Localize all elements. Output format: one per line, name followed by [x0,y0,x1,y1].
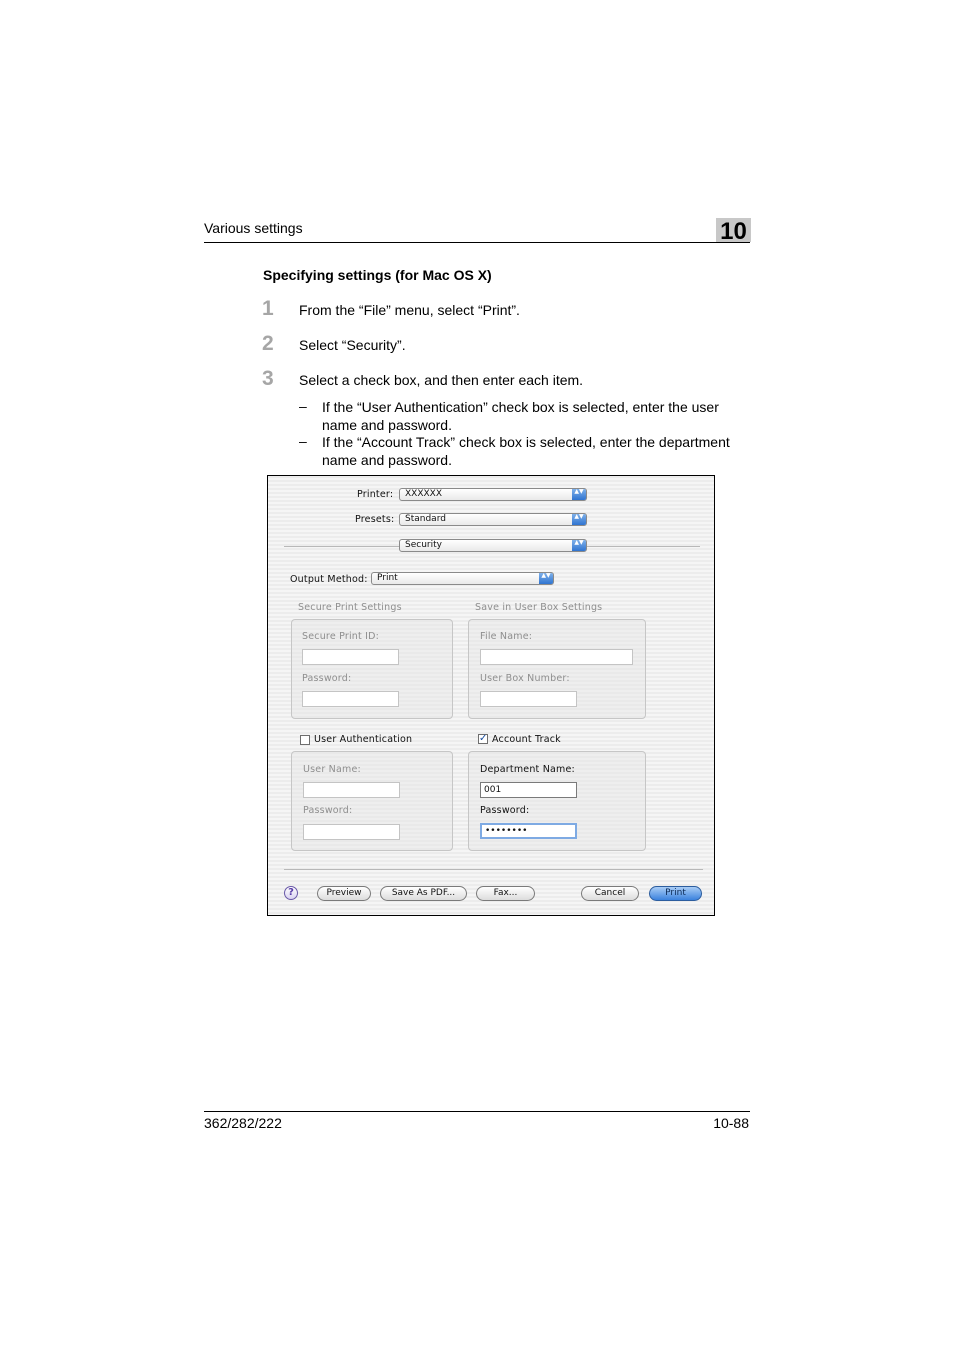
fax-button[interactable]: Fax... [476,886,535,901]
user-password-field[interactable] [303,824,400,840]
presets-popup[interactable] [399,513,587,526]
account-password-label: Password: [480,805,530,816]
user-box-number-label: User Box Number: [480,673,570,684]
panel-value: Security [405,540,442,550]
file-name-field[interactable] [480,649,633,665]
account-track-checkbox[interactable] [478,734,488,744]
step-number: 3 [262,367,274,390]
user-box-heading: Save in User Box Settings [475,602,603,613]
bullet-dash: – [299,398,307,414]
popup-arrows-icon: ▲▼ [572,514,586,525]
separator [284,869,703,870]
user-authentication-checkbox[interactable] [300,735,310,745]
bullet-text: If the “Account Track” check box is selected, enter the department name and password. [322,434,730,468]
presets-value: Standard [405,514,446,524]
step-number: 1 [262,297,274,320]
printer-label: Printer: [357,489,394,500]
bullet-text: If the “User Authentication” check box is selected, enter the user name and password. [322,399,719,433]
user-authentication-label: User Authentication [314,734,413,745]
printer-value: XXXXXX [405,489,442,499]
footer-rule [204,1111,750,1112]
file-name-label: File Name: [480,631,533,642]
output-method-value: Print [377,573,398,583]
account-password-field[interactable]: •••••••• [480,823,577,839]
cancel-button[interactable]: Cancel [581,886,639,901]
header-rule [204,242,750,243]
user-box-number-field[interactable] [480,691,577,707]
secure-print-password-label: Password: [302,673,352,684]
printer-popup[interactable] [399,488,587,501]
checkmark-icon: ✓ [479,733,488,744]
step-text: Select “Security”. [299,337,406,353]
step-text: Select a check box, and then enter each item. [299,372,584,388]
popup-arrows-icon: ▲▼ [572,540,586,551]
print-button[interactable]: Print [649,886,702,901]
footer-model: 362/282/222 [204,1115,282,1131]
panel-popup[interactable] [399,539,587,552]
running-head: Various settings [204,220,303,236]
step-text: From the “File” menu, select “Print”. [299,302,520,318]
secure-print-heading: Secure Print Settings [298,602,402,613]
section-title: Specifying settings (for Mac OS X) [263,267,492,283]
department-name-field[interactable]: 001 [480,782,577,798]
step-number: 2 [262,332,274,355]
user-password-label: Password: [303,805,353,816]
footer-page-number: 10-88 [713,1115,749,1131]
presets-label: Presets: [355,514,395,525]
secure-print-password-field[interactable] [302,691,399,707]
print-dialog-screenshot [267,475,715,916]
help-icon[interactable]: ? [284,886,298,900]
user-name-field[interactable] [303,782,400,798]
bullet-dash: – [299,433,307,449]
preview-button[interactable]: Preview [317,886,371,901]
output-method-label: Output Method: [290,574,368,585]
account-track-label: Account Track [492,734,561,745]
secure-print-id-field[interactable] [302,649,399,665]
user-name-label: User Name: [303,764,361,775]
popup-arrows-icon: ▲▼ [539,573,553,584]
department-name-label: Department Name: [480,764,575,775]
output-method-popup[interactable] [371,572,554,585]
secure-print-id-label: Secure Print ID: [302,631,380,642]
save-as-pdf-button[interactable]: Save As PDF... [380,886,467,901]
chapter-number: 10 [716,218,751,242]
popup-arrows-icon: ▲▼ [572,489,586,500]
